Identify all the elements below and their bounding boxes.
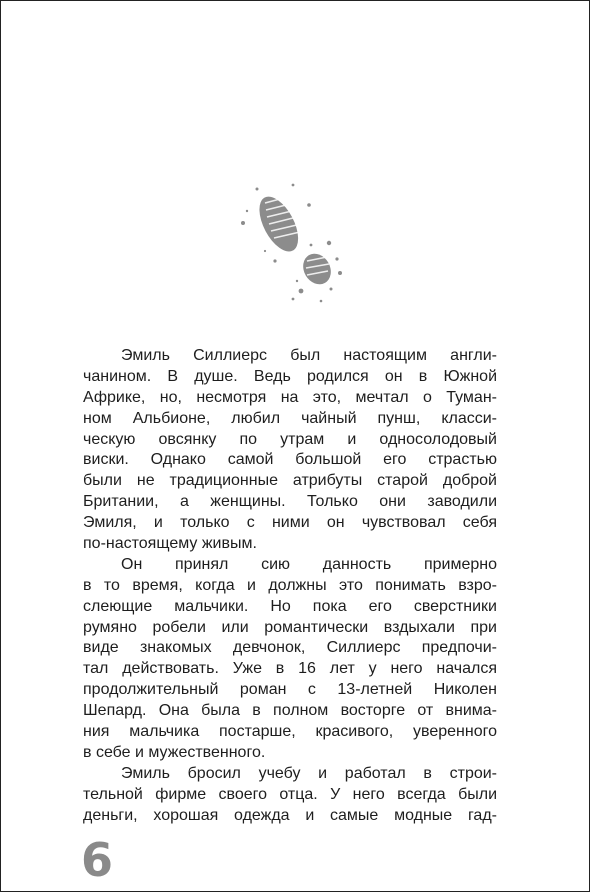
text-line: румяно робели или романтически вздыхали при: [83, 618, 497, 636]
text-line: продолжительный роман с 13-летней Николен: [83, 681, 497, 699]
text-line: Шепард. Она была в полном восторге от внима-: [83, 702, 497, 720]
text-line: были не традиционные атрибуты старой доброй: [83, 472, 497, 490]
text-line: чанином. В душе. Ведь родился он в Южной: [83, 367, 497, 385]
text-line: в то время, когда и должны это понимать взро-: [83, 576, 497, 594]
text-line: деньги, хорошая одежда и самые модные гад-: [83, 806, 497, 824]
text-line: Британии, а женщины. Только они заводили: [83, 493, 497, 511]
text-line: слеющие мальчики. Но пока его сверстники: [83, 597, 497, 615]
page-number: 6: [81, 833, 114, 887]
text-line: Эмиля, и только с ними он чувствовал себя: [83, 514, 497, 532]
text-line: ном Альбионе, любил чайный пунш, класси-: [83, 409, 497, 427]
text-line: Он принял сию данность примерно: [121, 555, 497, 573]
body-text: [83, 346, 497, 826]
text-line: в себе и мужественного.: [83, 743, 266, 761]
text-line: тал действовать. Уже в 16 лет у него начался: [83, 660, 497, 678]
text-line: тельной фирме своего отца. У него всегда были: [83, 785, 497, 803]
text-line: виде знакомых девчонок, Силлиерс предпочи-: [83, 639, 497, 657]
shoe-print-icon: [235, 181, 347, 306]
text-line: виски. Однако самой большой его страстью: [83, 451, 497, 469]
text-line: Эмиль бросил учебу и работал в строи-: [121, 764, 497, 782]
text-line: по-настоящему живым.: [83, 535, 257, 553]
text-line: ния мальчика постарше, красивого, уверенного: [83, 723, 497, 741]
text-line: Африке, но, несмотря на это, мечтал о Туман-: [83, 388, 497, 406]
text-line: ческую овсянку по утрам и односолодовый: [83, 430, 497, 448]
text-line: Эмиль Силлиерс был настоящим англи-: [121, 347, 497, 364]
